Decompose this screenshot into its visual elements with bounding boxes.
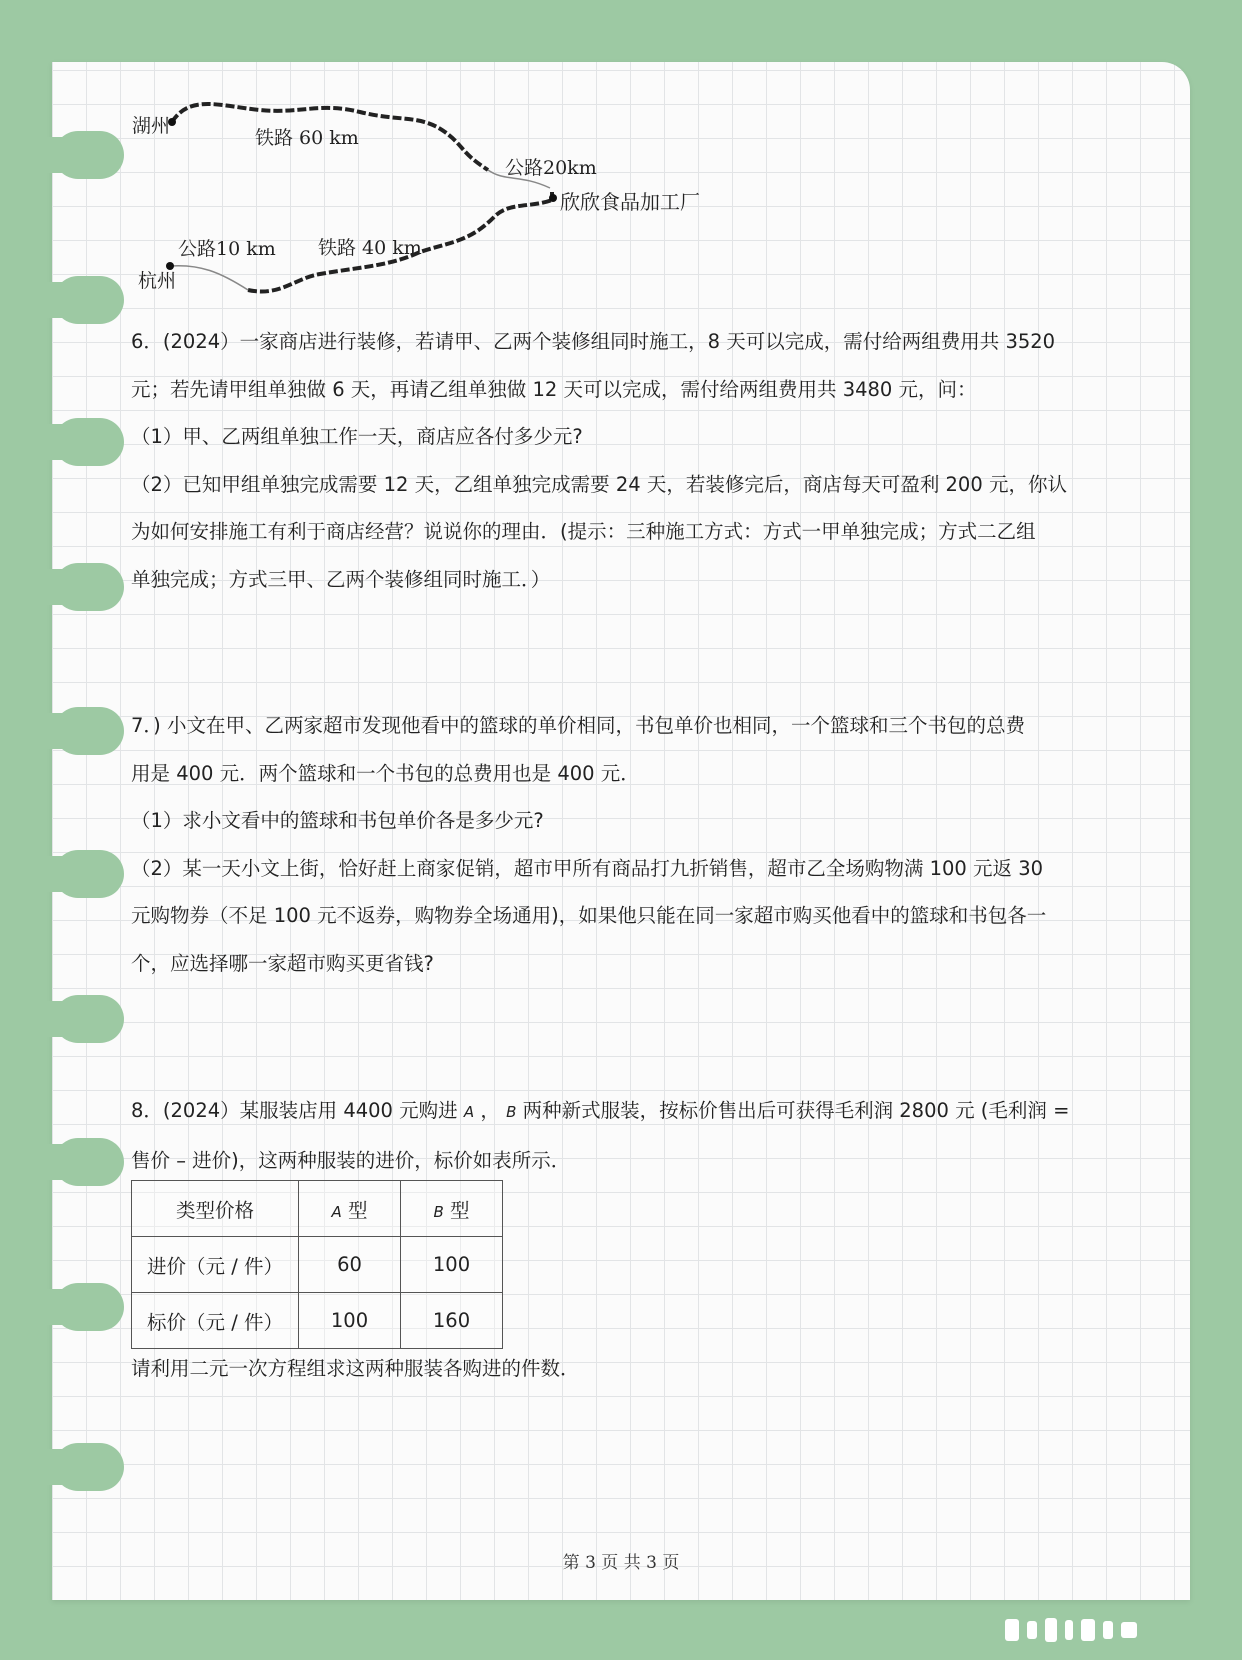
cell-a: 100 (299, 1293, 401, 1349)
q7-part2-line2: 元购物券（不足 100 元不返券，购物券全场通用)，如果他只能在同一家超市购买他看中的篮球和书包各一 (131, 904, 1047, 927)
row-label: 标价（元 / 件） (132, 1293, 299, 1349)
q8-stem-line1: 8．(2024）某服装店用 4400 元购进 A ， B 两种新式服装，按标价售出后可获得毛利润 2800 元 (毛利润 = (131, 1099, 1070, 1122)
road-bottom (170, 266, 248, 290)
q7-part1: （1）求小文看中的篮球和书包单价各是多少元? (131, 809, 544, 832)
q8-tail: 请利用二元一次方程组求这两种服装各购进的件数． (131, 1357, 580, 1380)
q6-part2-line1: （2）已知甲组单独完成需要 12 天，乙组单独完成需要 24 天，若装修完后，商店每天可盈利 200 元，你认 (131, 472, 1067, 496)
question-6 (131, 318, 1111, 603)
table-row (132, 1237, 503, 1293)
road-bottom-label: 公路10 km (178, 238, 276, 260)
binder-hole (54, 1138, 124, 1186)
row-label: 进价（元 / 件） (132, 1237, 299, 1293)
road-top-label: 公路20km (505, 157, 597, 179)
hangzhou-label: 杭州 (138, 270, 177, 292)
page-footer: 第 3 页 共 3 页 (562, 1553, 680, 1573)
binder-hole (54, 850, 124, 898)
q7-stem-line2: 用是 400 元．两个篮球和一个书包的总费用也是 400 元． (131, 761, 640, 785)
q6-part2-line2: 为如何安排施工有利于商店经营？说说你的理由．(提示：三种施工方式：方式一甲单独完成；方式二乙组 (131, 520, 1036, 543)
binder-hole (54, 131, 124, 179)
binder-hole (54, 563, 124, 611)
hangzhou-dot (166, 262, 174, 270)
table-header-row (132, 1181, 503, 1237)
question-8 (131, 1087, 1111, 1184)
binder-hole (54, 1283, 124, 1331)
huzhou-label: 湖州 (132, 115, 171, 137)
q6-part2-line3: 单独完成；方式三甲、乙两个装修组同时施工．） (131, 567, 551, 591)
route-map (120, 92, 740, 302)
q6-stem-line1: 6．(2024）一家商店进行装修，若请甲、乙两个装修组同时施工，8 天可以完成，需付给两组费用共 3520 (131, 330, 1056, 353)
price-table (131, 1180, 503, 1349)
cell-b: 160 (401, 1293, 503, 1349)
cell-a: 60 (299, 1237, 401, 1293)
header-label: 类型价格 (132, 1181, 299, 1237)
factory-label: 欣欣食品加工厂 (560, 190, 700, 214)
header-type-b: B 型 (401, 1181, 503, 1237)
binder-hole (54, 707, 124, 755)
q6-stem-line2: 元；若先请甲组单独做 6 天，再请乙组单独做 12 天可以完成，需付给两组费用共 3480 元，问： (131, 377, 977, 401)
q7-part2-line3: 个，应选择哪一家超市购买更省钱? (131, 951, 434, 975)
binder-hole (54, 276, 124, 324)
binder-hole (54, 1443, 124, 1491)
q6-part1: （1）甲、乙两组单独工作一天，商店应各付多少元? (131, 425, 583, 448)
cell-b: 100 (401, 1237, 503, 1293)
header-type-a: A 型 (299, 1181, 401, 1237)
q7-stem-line1: 7．) 小文在甲、乙两家超市发现他看中的篮球的单价相同，书包单价也相同，一个篮球和三个书包的总费 (131, 714, 1025, 737)
rail-top-label: 铁路 60 km (255, 127, 359, 149)
binder-hole (54, 995, 124, 1043)
q7-part2-line1: （2）某一天小文上街，恰好赶上商家促销，超市甲所有商品打九折销售，超市乙全场购物满 100 元返 30 (131, 856, 1044, 880)
q8-stem-line2: 售价 – 进价)，这两种服装的进价，标价如表所示． (131, 1148, 571, 1172)
watermark-mark (1005, 1618, 1137, 1642)
rail-bottom-label: 铁路 40 km (318, 237, 422, 259)
question-7 (131, 702, 1111, 987)
table-row (132, 1293, 503, 1349)
binder-hole (54, 418, 124, 466)
factory-dot (549, 194, 557, 202)
